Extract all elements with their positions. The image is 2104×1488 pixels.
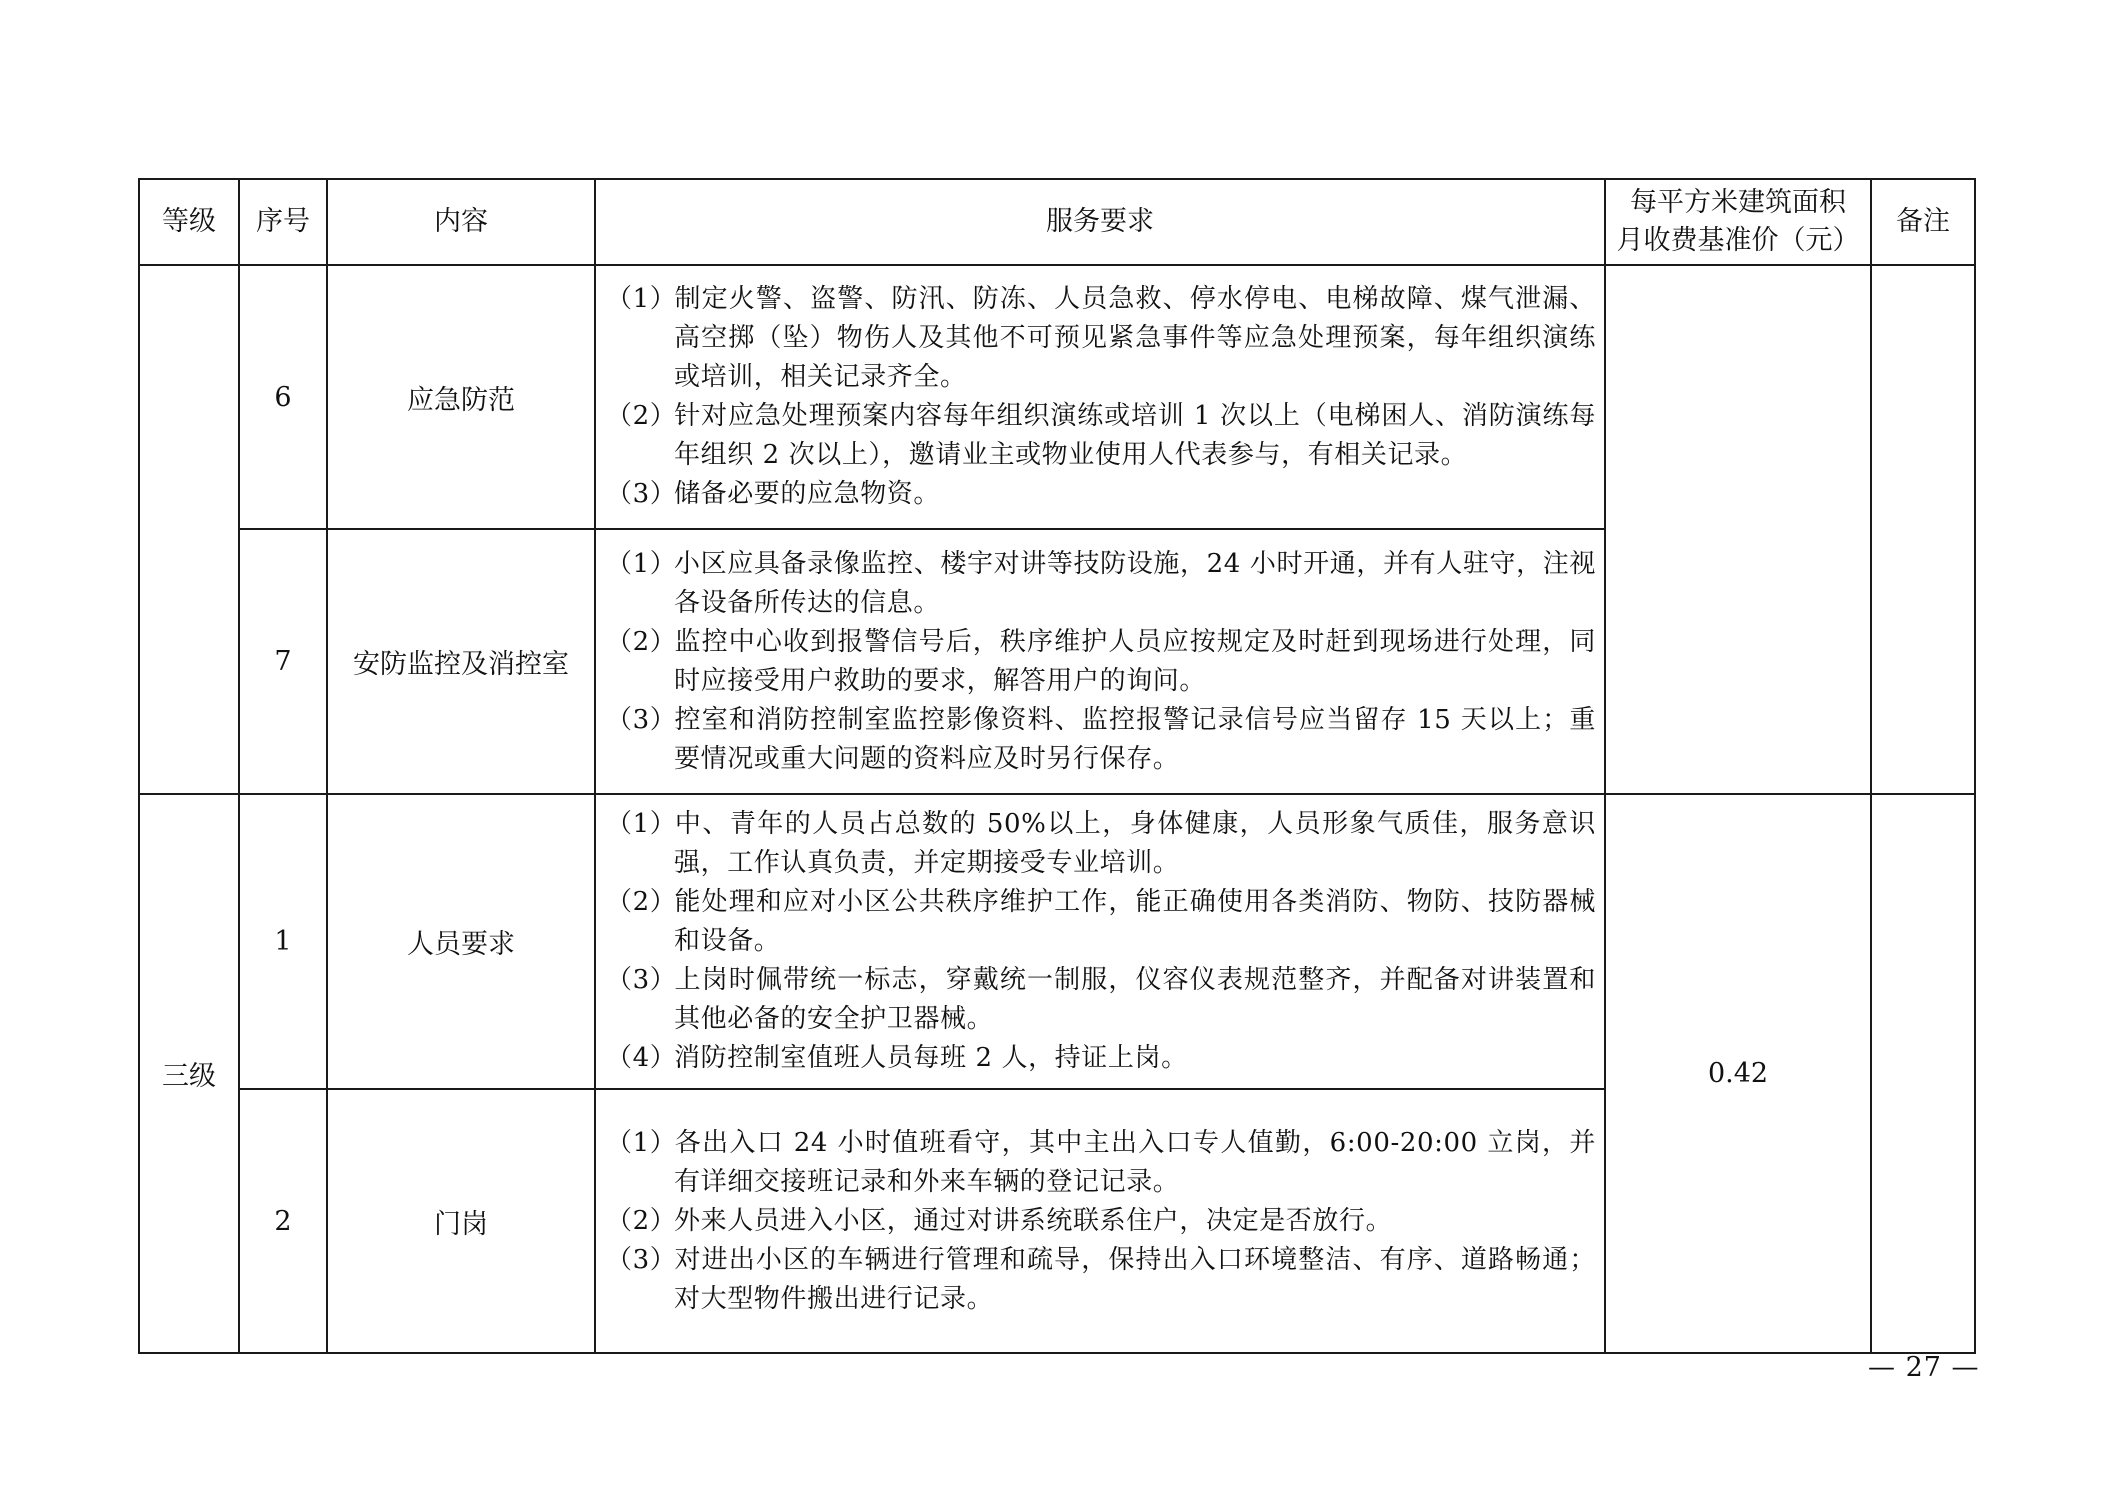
seq-cell: 7 xyxy=(239,529,327,794)
requirement-item: （4）消防控制室值班人员每班 2 人，持证上岗。 xyxy=(606,1043,1188,1073)
requirement-item: （1）制定火警、盗警、防汛、防冻、人员急救、停水停电、电梯故障、煤气泄漏、高空掷（坠）物伤人及其他不可预见紧急事件等应急处理预案，每年组织演练或培训，相关记录齐全。 xyxy=(606,284,1596,392)
requirement-item: （2）能处理和应对小区公共秩序维护工作，能正确使用各类消防、物防、技防器械和设备。 xyxy=(606,887,1596,956)
requirement-item: （2）针对应急处理预案内容每年组织演练或培训 1 次以上（电梯困人、消防演练每年组织 2 次以上），邀请业主或物业使用人代表参与，有相关记录。 xyxy=(606,401,1596,470)
grade-cell xyxy=(139,265,239,794)
requirement-item: （3）对进出小区的车辆进行管理和疏导，保持出入口环境整洁、有序、道路畅通；对大型物件搬出进行记录。 xyxy=(606,1244,1596,1314)
content-cell: 安防监控及消控室 xyxy=(327,529,595,794)
requirement-item: （2）监控中心收到报警信号后，秩序维护人员应按规定及时赶到现场进行处理，同时应接受用户救助的要求，解答用户的询问。 xyxy=(606,626,1596,696)
content-cell: 人员要求 xyxy=(327,794,595,1089)
grade-cell: 三级 xyxy=(139,794,239,1353)
header-note: 备注 xyxy=(1871,179,1975,265)
seq-cell: 1 xyxy=(239,794,327,1089)
requirement-item: （1）各出入口 24 小时值班看守，其中主出入口专人值勤，6:00-20:00 立岗，并有详细交接班记录和外来车辆的登记记录。 xyxy=(606,1127,1596,1197)
table-header-row xyxy=(139,179,1975,265)
requirement-item: （2）外来人员进入小区，通过对讲系统联系住户，决定是否放行。 xyxy=(606,1205,1393,1236)
header-price xyxy=(1605,179,1871,265)
requirements-cell xyxy=(595,1089,1605,1353)
requirement-item: （1）中、青年的人员占总数的 50%以上，身体健康，人员形象气质佳，服务意识强，工作认真负责，并定期接受专业培训。 xyxy=(606,809,1596,878)
table-row xyxy=(139,265,1975,529)
seq-cell: 6 xyxy=(239,265,327,529)
header-content: 内容 xyxy=(327,179,595,265)
header-grade: 等级 xyxy=(139,179,239,265)
requirement-item: （3）储备必要的应急物资。 xyxy=(606,479,941,509)
requirement-item: （1）小区应具备录像监控、楼宇对讲等技防设施，24 小时开通，并有人驻守，注视各设备所传达的信息。 xyxy=(606,548,1596,618)
page-number: — 27 — xyxy=(1868,1352,1980,1383)
requirements-cell xyxy=(595,794,1605,1089)
content-cell: 门岗 xyxy=(327,1089,595,1353)
requirements-cell xyxy=(595,529,1605,794)
header-price-line2: 月收费基准价（元） xyxy=(1616,225,1860,256)
requirements-cell xyxy=(595,265,1605,529)
service-standard-table xyxy=(138,178,1976,1354)
note-cell xyxy=(1871,794,1975,1353)
header-seq: 序号 xyxy=(239,179,327,265)
price-cell xyxy=(1605,265,1871,794)
header-requirements: 服务要求 xyxy=(595,179,1605,265)
content-cell: 应急防范 xyxy=(327,265,595,529)
table-row xyxy=(139,794,1975,1089)
note-cell xyxy=(1871,265,1975,794)
seq-cell: 2 xyxy=(239,1089,327,1353)
header-price-line1: 每平方米建筑面积 xyxy=(1630,187,1846,218)
requirement-item: （3）控室和消防控制室监控影像资料、监控报警记录信号应当留存 15 天以上；重要情况或重大问题的资料应及时另行保存。 xyxy=(606,704,1596,774)
price-cell: 0.42 xyxy=(1605,794,1871,1353)
requirement-item: （3）上岗时佩带统一标志，穿戴统一制服，仪容仪表规范整齐，并配备对讲装置和其他必备的安全护卫器械。 xyxy=(606,965,1596,1034)
